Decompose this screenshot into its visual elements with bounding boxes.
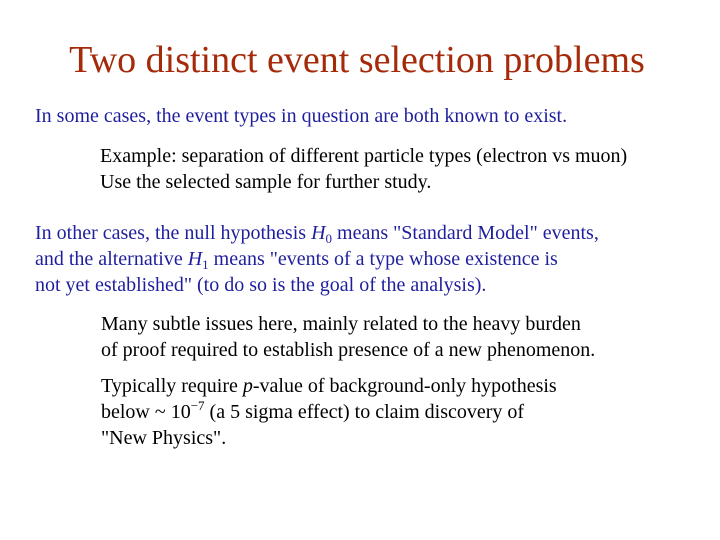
- null-hyp-text-post: means "Standard Model" events,: [332, 222, 599, 244]
- p-symbol: p: [242, 375, 253, 397]
- pvalue-line-3: "New Physics".: [101, 427, 227, 449]
- alt-hyp-text-post: means "events of a type whose existence is: [208, 248, 558, 270]
- null-hyp-symbol: H: [311, 222, 326, 244]
- example-line-2: Use the selected sample for further study.: [100, 171, 432, 193]
- null-hyp-text-pre: In other cases, the null hypothesis: [35, 222, 312, 244]
- pvalue-text-pre: Typically require: [101, 375, 243, 397]
- alt-hyp-symbol: H: [187, 248, 203, 270]
- example-line-1: Example: separation of different particle types (electron vs muon): [100, 145, 628, 167]
- threshold-text-pre: below ~ 10: [101, 401, 191, 423]
- issues-line-2: of proof required to establish presence of a new phenomenon.: [101, 339, 596, 361]
- issues-line-1: Many subtle issues here, mainly related to the heavy burden: [101, 313, 581, 335]
- null-hypothesis-line-1: [35, 221, 599, 245]
- null-hyp-subscript: 0: [325, 231, 333, 246]
- pvalue-line-2: [101, 400, 524, 424]
- threshold-text-post: (a 5 sigma effect) to claim discovery of: [204, 401, 525, 423]
- intro-text: In some cases, the event types in question are both known to exist.: [35, 105, 568, 127]
- pvalue-line-1: [101, 374, 557, 398]
- slide-title: Two distinct event selection problems: [69, 39, 645, 81]
- null-hypothesis-line-3: not yet established" (to do so is the goal of the analysis).: [35, 274, 487, 296]
- alt-hyp-subscript: 1: [202, 257, 209, 272]
- pvalue-text-post: -value of background-only hypothesis: [252, 375, 557, 397]
- alt-hyp-text-pre: and the alternative: [35, 248, 188, 270]
- threshold-exponent: −7: [190, 398, 205, 413]
- null-hypothesis-line-2: [35, 247, 558, 271]
